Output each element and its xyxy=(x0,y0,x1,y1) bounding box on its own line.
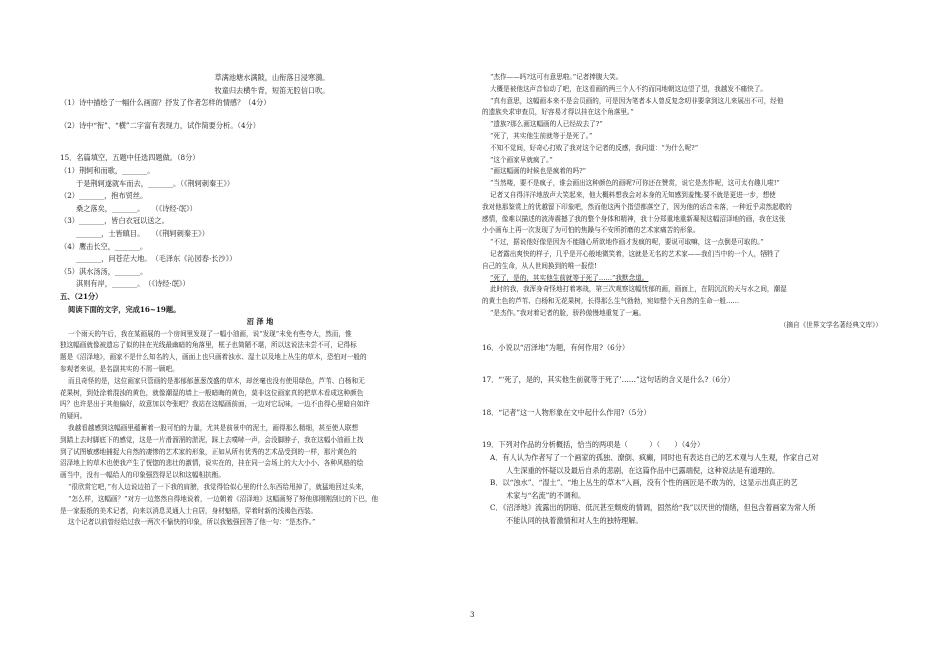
text-line: （4）鹰击长空，_______。 xyxy=(60,241,148,251)
text-line: 记者又自得洋洋地放声大笑起来，他大概料想我会对本身的无知感到羞愧;要不就是更进一步，想使 xyxy=(490,190,776,199)
text-line: “杰作——吗?这可有意思啦。”记者捧腹大笑。 xyxy=(490,73,623,81)
text-line: 16．小说以“沼泽地”为题，有何作用?（6分） xyxy=(482,342,630,352)
spacer xyxy=(60,110,460,120)
text-line: （2）诗中“衔”、“横”二字富有表现力，试作简要分析。（4分） xyxy=(60,120,260,130)
left-column xyxy=(60,72,460,529)
text-line: “死了，其实他生前就等于是死了。” xyxy=(490,131,593,140)
text-line: 沼 泽 地 xyxy=(246,317,274,327)
text-line: A．有人认为作者写了一个画家的孤独、潦倒、疯癫，同时也有表达自己的艺术观与人生观，作家自己对 xyxy=(490,452,819,462)
text-line: 到踏上去时脚底下的感觉，这是一片滑溜溜的淤泥，踩上去噗哧一声，会没脚脖子，我在这幅小油画上找 xyxy=(60,435,364,444)
text-line: 我对他那鉴赏上的优越留下印象吧，然而他这两个指望都落空了，因为他的话音未落，一种近乎肃然起敬的 xyxy=(482,202,792,211)
text-line: （3）_______，皆白衣冠以送之。 xyxy=(60,216,169,226)
right-column xyxy=(482,72,882,527)
text-line: 画当中，没有一幅给人的印象强烈得足以和这幅相抗衡。 xyxy=(60,471,225,480)
text-line: 我越看越感到这幅画里蕴蓄着一股可怕的力量，尤其是前景中的泥土，画得那么精细，甚至使人联想 xyxy=(68,424,359,433)
text-line: C．《沼泽地》流露出的阴暗、低沉甚至颓废的情调，固然给“我”以厌世的情绪，但包含着画家为常人所 xyxy=(490,503,816,513)
text-line: 这个记者以前曾经给过我一两次不愉快的印象，所以我勉强回答了他一句：“是杰作。” xyxy=(68,518,316,527)
text-line: 小小画布上再一次发现了为可怕的焦躁与不安所折磨的艺术家痛苦的形象。 xyxy=(482,226,700,235)
text-line: 的疑问。 xyxy=(60,412,87,421)
text-line: 而且奇怪的是，这位画家只管画的是那郁郁葱葱茂盛的草木，却丝毫也没有使用绿色，芦苇、白杨和无 xyxy=(68,376,365,385)
text-line: 19．下列对作品的分析概括，恰当的两项是（ ）（ ）（4分） xyxy=(482,440,705,450)
spacer xyxy=(60,132,460,142)
page-number: 3 xyxy=(470,611,475,619)
text-line: “很欣赏它吧，”有人边说边拍了一下我的肩膀，我觉得恰似心里的什么东西给甩掉了，就猛地回过头来， xyxy=(68,483,369,492)
spacer xyxy=(482,332,882,342)
text-line: 自己的生命，从人世间换到的唯一报偿! xyxy=(482,261,597,270)
text-line: （1）诗中描绘了一幅什么画面？抒发了作者怎样的情感？（4分） xyxy=(60,98,271,108)
text-line: _______，士皆瞋目。 （《荆轲刺秦王》） xyxy=(76,228,209,238)
text-line: “这个画家早就疯了。” xyxy=(490,155,553,164)
text-line: B．以“浊水”、“湿土”、“地上丛生的草木”入画，没有个性的画匠是不敢为的，这显示出真正的艺 xyxy=(490,478,798,488)
text-line: 牧童归去横牛背，短笛无腔信口吹。 xyxy=(214,85,330,95)
spacer xyxy=(482,397,882,407)
text-line: 是一家报纸的美术记者，向来以消息灵通人士自居，身材魁梧，穿着时新的浅褐色西装。 xyxy=(60,506,318,515)
spacer xyxy=(60,142,460,152)
text-line: 的黄土色的芦苇、白杨和无花果树，长得那么生气勃勃，宛如整个天自然的生命一般…… xyxy=(482,297,740,306)
text-line: 术家与“名流”的不调和。 xyxy=(506,490,586,500)
spacer xyxy=(482,429,882,439)
text-line: “画这幅画的时候也是疯着的吗?” xyxy=(490,167,586,176)
text-line: 阅读下面的文字，完成16~19题。 xyxy=(68,304,181,314)
text-line: 15．名篇填空，五题中任选四题做。（8分） xyxy=(60,153,200,163)
text-line: “遗族?那么画这幅画的人已经故去了?” xyxy=(490,120,603,129)
text-line: （5）淇水汤汤，_______。 xyxy=(60,266,148,276)
spacer xyxy=(482,419,882,429)
text-line: 记者露出爽快的样子，几乎是开心般地微笑着，这就是无名的艺术家——我们当中的一个人，牺牲了 xyxy=(490,249,781,258)
text-line: 桑之落矣，_______。 （《诗经·氓》） xyxy=(76,203,197,213)
text-line: 题是《沼泽地》，画家不是什么知名的人，画面上也只画着浊水、湿土以及地上丛生的草木，恐怕对一般的 xyxy=(60,353,367,362)
text-line: 18．“记者”这一人物形象在文中起什么作用?（5分） xyxy=(482,407,651,417)
text-line: （1）荆轲和而歌，_______。 xyxy=(60,165,155,175)
text-line: 吗？也许是出于其他偏好，故意加以夸张吧？我站在这幅画前面，一边对它玩味，一边不由得心里暗自如许 xyxy=(60,400,370,409)
text-line: “死了，是的，其实他生前就等于死了……”我默念道。 xyxy=(490,273,649,282)
text-line: “不过，据说他好像是因为不能随心所欲地作画才发疯的呢，要说可取嘛，这一点倒是可取的。” xyxy=(490,238,764,247)
text-line: 独这幅画就像被遗忘了似的挂在光线最幽暗的角落里，框子也简陋不堪，所以这说法未尝不可，记得标 xyxy=(60,341,357,350)
text-line: 淇则有岸，_______。 （《诗经·氓》） xyxy=(76,279,190,289)
text-line: 的遗族央求审查员，好容易才得以挂在这个角落里。” xyxy=(482,108,634,117)
text-line: 参观者来说，是名副其实的不屑一顾吧。 xyxy=(60,365,179,374)
text-line: 花果树，到处涂着混浊的黄色，就像潮湿的墙上一般暗晦的黄色，莫非这位画家真的把草木看成这种颜色 xyxy=(60,388,364,397)
text-line: 于是荆轲遂就车而去，_______。（《荆轲刺秦王》） xyxy=(76,178,235,188)
text-line: “当然喽，要不是疯子，谁会画出这种颜色的画呢?可你还在赞赏，说它是杰作呢，这可太有趣儿啦!” xyxy=(490,179,780,188)
text-line: 五、（21分） xyxy=(60,291,103,301)
text-line: 一个雨天的午后，我在某画展的一个房间里发现了一幅小油画，说“发现”未免有些夸大，然而，惟 xyxy=(68,329,352,338)
text-line: “真有意思，这幅画本来不是会员画的，可是因为笔者本人曾反复念叨非要拿到这儿来展出不可，经他 xyxy=(490,96,784,105)
spacer xyxy=(482,354,882,364)
text-line: 大概是被他这声音惊动了吧，在这看画的两三个人不约而同地朝这边望了望，我越发不痛快了。 xyxy=(490,84,767,93)
text-line: 感情，像难以描述的波涛震撼了我的整个身体和精神，我十分郑重地重新凝视这幅沼泽地的画，我在这张 xyxy=(482,214,786,223)
text-line: 17．“‘死了，是的，其实他生前就等于死了’……”这句话的含义是什么?（6分） xyxy=(482,375,735,385)
spacer xyxy=(482,364,882,374)
spacer xyxy=(482,387,882,397)
text-line: _______，问苍茫大地。 （毛泽东《沁园春·长沙》） xyxy=(76,254,237,264)
text-line: 此时的我，我浑身奇怪地打着寒战，第三次观察这幅忧郁的画，画面上，在阴沉沉的天与水之间，潮湿 xyxy=(490,285,787,294)
text-line: 草满池塘水满陂，山衔落日浸寒漪。 xyxy=(214,73,330,82)
text-line: “怎么样，这幅画？”对方一边悠然自得地说着，一边朝着《沼泽地》这幅画努了努他那刚刚刮过的下巴，他 xyxy=(68,494,379,503)
text-line: 到了试图敏感地捕捉大自然的凄惨的艺术家的形象，正如从所有优秀的艺术品受到的一样，那片黄色的 xyxy=(60,447,357,456)
text-line: 人生深重的怀疑以及最后自杀的悲剧，在这篇作品中已露端倪，这种说法是有道理的。 xyxy=(506,465,780,475)
text-line: （摘自《世界文学名著经典文库》） xyxy=(779,320,882,329)
text-line: 沼泽地上的草木也使我产生了恍惚的悲壮的激情，说实在的，挂在同一会场上的大大小小、各种风格的绘 xyxy=(60,459,364,468)
text-line: 不能认同的执着激情和对人生的独特理解。 xyxy=(506,515,643,525)
text-line: “是杰作。”我对着记者的脸，骄矜傲慢地重复了一遍。 xyxy=(490,308,646,317)
text-line: 不知不觉间，好奇心打败了我对这个记者的反感，我问道：“为什么呢?” xyxy=(490,143,699,152)
text-line: （2）_______，抱布贸丝。 xyxy=(60,191,148,201)
